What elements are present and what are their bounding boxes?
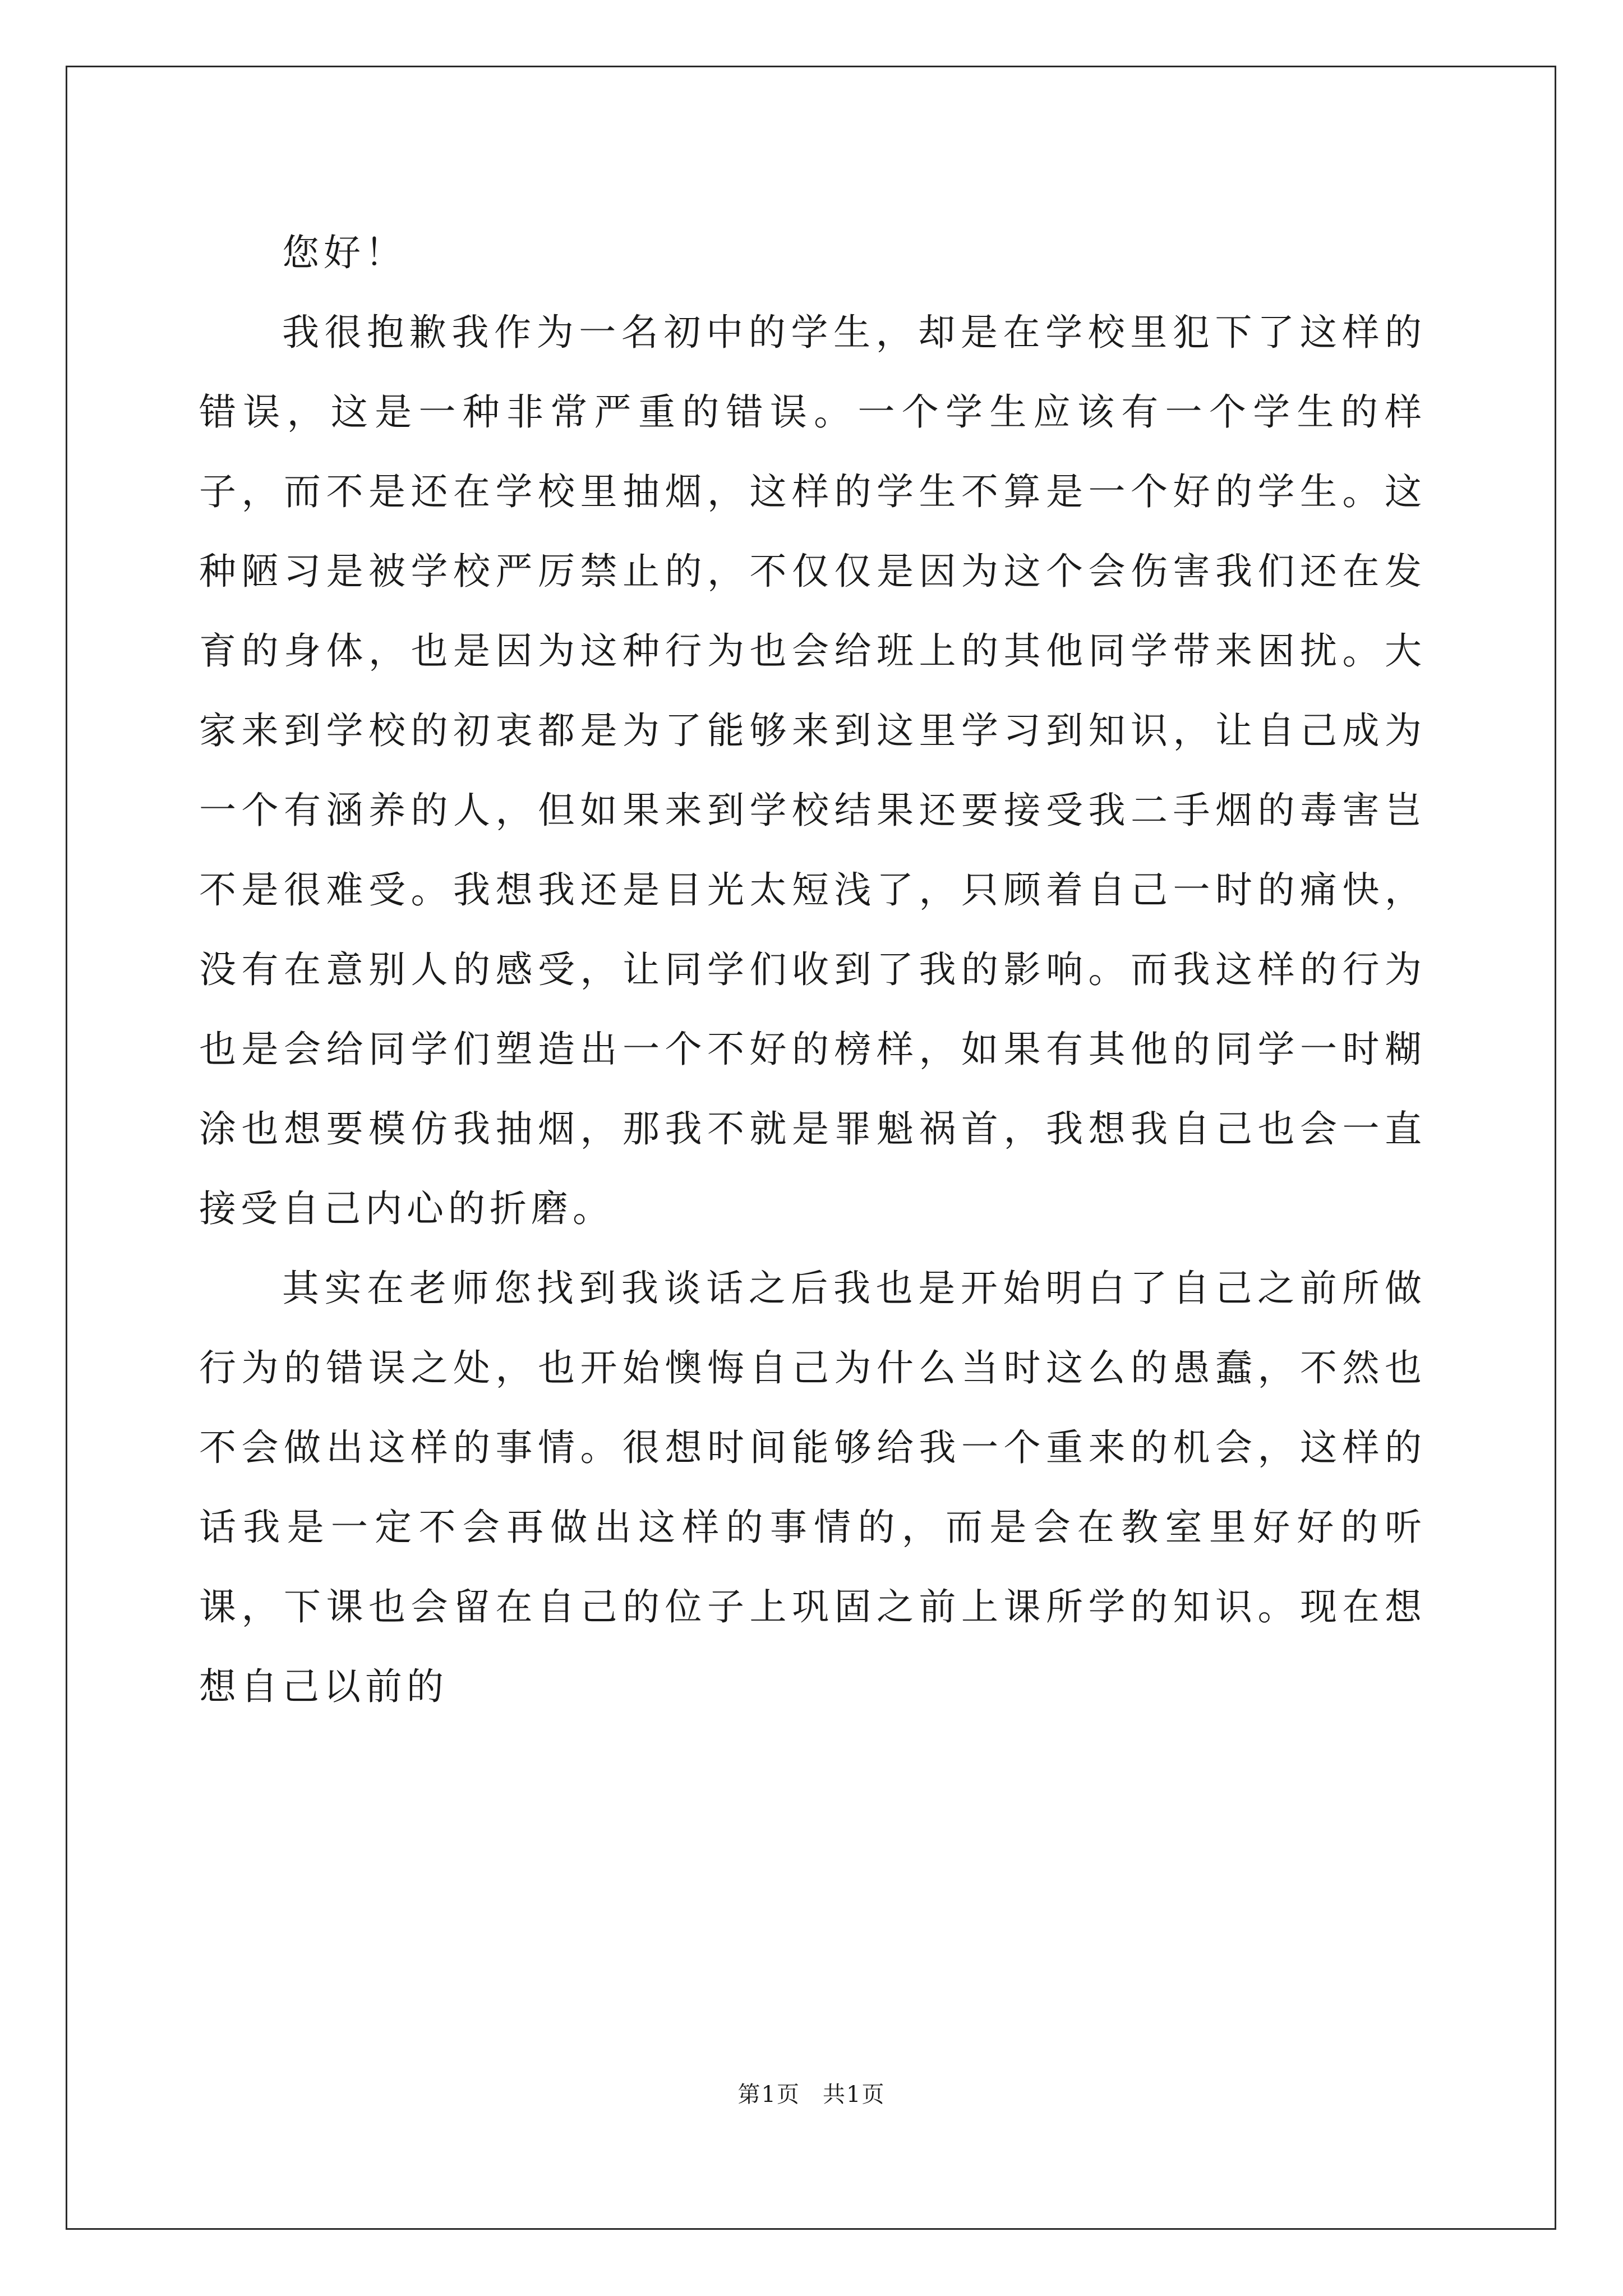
document-body (199, 213, 1426, 1727)
page-total: 共1页 (823, 2082, 886, 2108)
paragraph-2: 其实在老师您找到我谈话之后我也是开始明白了自己之前所做行为的错误之处，也开始懊悔自己为什么当时这么的愚蠢，不然也不会做出这样的事情。很想时间能够给我一个重来的机会，这样的话我是一定不会再做出这样的事情的，而是会在教室里好好的听课，下课也会留在自己的位子上巩固之前上课所学的知识。现在想想自己以前的 (199, 1267, 1426, 1708)
greeting: 您好！ (282, 231, 407, 274)
page-number: 第1页 (737, 2082, 800, 2108)
paragraph-1: 我很抱歉我作为一名初中的学生，却是在学校里犯下了这样的错误，这是一种非常严重的错误。一个学生应该有一个学生的样子，而不是还在学校里抽烟，这样的学生不算是一个好的学生。这种陋习是被学校严厉禁止的，不仅仅是因为这个会伤害我们还在发育的身体，也是因为这种行为也会给班上的其他同学带来困扰。大家来到学校的初衷都是为了能够来到这里学习到知识，让自己成为一个有涵养的人，但如果来到学校结果还要接受我二手烟的毒害岂不是很难受。我想我还是目光太短浅了，只顾着自己一时的痛快，没有在意别人的感受，让同学们收到了我的影响。而我这样的行为也是会给同学们塑造出一个不好的榜样，如果有其他的同学一时糊涂也想要模仿我抽烟，那我不就是罪魁祸首，我想我自己也会一直接受自己内心的折磨。 (199, 311, 1426, 1230)
page-footer (0, 2077, 1623, 2109)
